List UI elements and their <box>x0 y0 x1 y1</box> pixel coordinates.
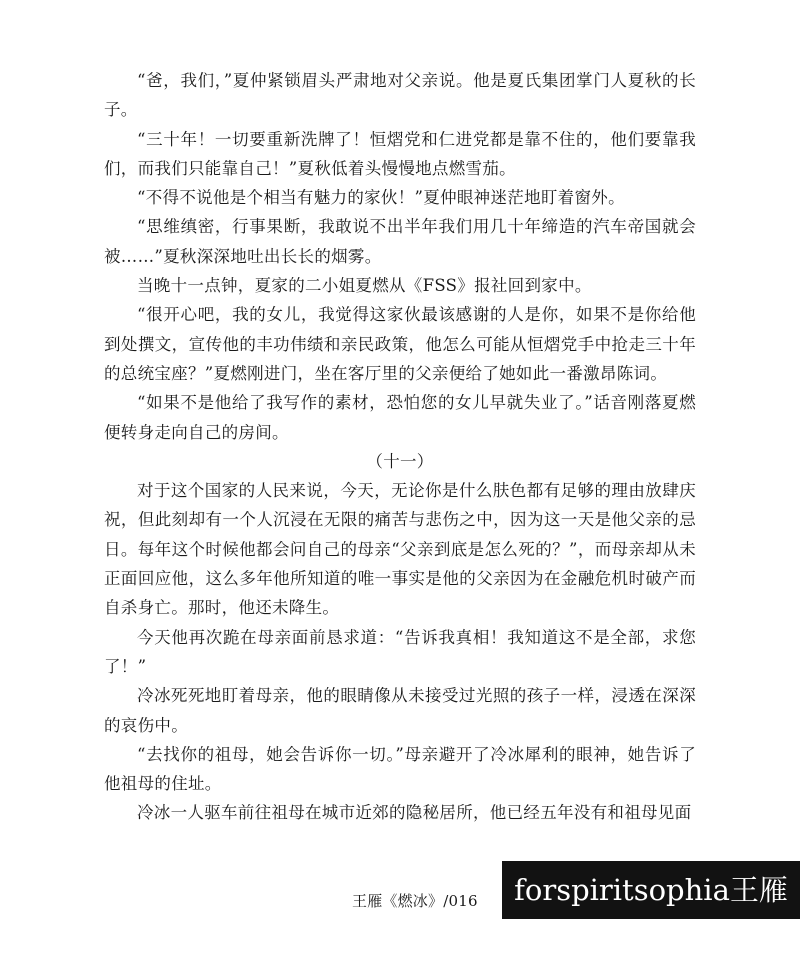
paragraph: 对于这个国家的人民来说，今天，无论你是什么肤色都有足够的理由放肆庆祝，但此刻却有一个人沉浸在无限的痛苦与悲伤之中，因为这一天是他父亲的忌日。每年这个时候他都会问自己的母亲“父亲到底是怎么死的？”，而母亲却从未正面回应他，这么多年他所知道的唯一事实是他的父亲因为在金融危机时破产而自杀身亡。那时，他还未降生。 <box>104 481 696 618</box>
paragraph: “很开心吧，我的女儿，我觉得这家伙最该感谢的人是你，如果不是你给他到处撰文，宣传他的丰功伟绩和亲民政策，他怎么可能从恒熠党手中抢走三十年的总统宝座？”夏燃刚进门，坐在客厅里的父亲便给了她如此一番激昂陈词。 <box>104 305 696 383</box>
paragraph: 冷冰死死地盯着母亲，他的眼睛像从未接受过光照的孩子一样，浸透在深深的哀伤中。 <box>104 686 696 735</box>
paragraph: “三十年！一切要重新洗牌了！恒熠党和仁进党都是靠不住的，他们要靠我们，而我们只能靠自己！”夏秋低着头慢慢地点燃雪茄。 <box>104 129 696 178</box>
paragraph: “爸，我们，”夏仲紧锁眉头严肃地对父亲说。他是夏氏集团掌门人夏秋的长子。 <box>104 71 696 120</box>
paragraph: “如果不是他给了我写作的素材，恐怕您的女儿早就失业了。”话音刚落夏燃便转身走向自己的房间。 <box>104 393 696 442</box>
page-footer: 王雁《燃冰》/016 <box>352 892 478 910</box>
page-body <box>104 66 696 828</box>
paragraph: 今天他再次跪在母亲面前恳求道：“告诉我真相！我知道这不是全部，求您了！” <box>104 627 696 676</box>
paragraph: “不得不说他是个相当有魅力的家伙！”夏仲眼神迷茫地盯着窗外。 <box>137 188 625 208</box>
paragraph: 冷冰一人驱车前往祖母在城市近郊的隐秘居所，他已经五年没有和祖母见面 <box>137 803 692 823</box>
paragraph: “思维缜密，行事果断，我敢说不出半年我们用几十年缔造的汽车帝国就会被……”夏秋深深地吐出长长的烟雾。 <box>104 217 696 266</box>
section-heading: （十一） <box>366 451 434 471</box>
paragraph: 当晚十一点钟，夏家的二小姐夏燃从《FSS》报社回到家中。 <box>137 276 592 296</box>
paragraph: “去找你的祖母，她会告诉你一切。”母亲避开了冷冰犀利的眼神，她告诉了他祖母的住址。 <box>104 744 696 794</box>
watermark-banner: forspiritsophia王雁 <box>502 861 800 919</box>
